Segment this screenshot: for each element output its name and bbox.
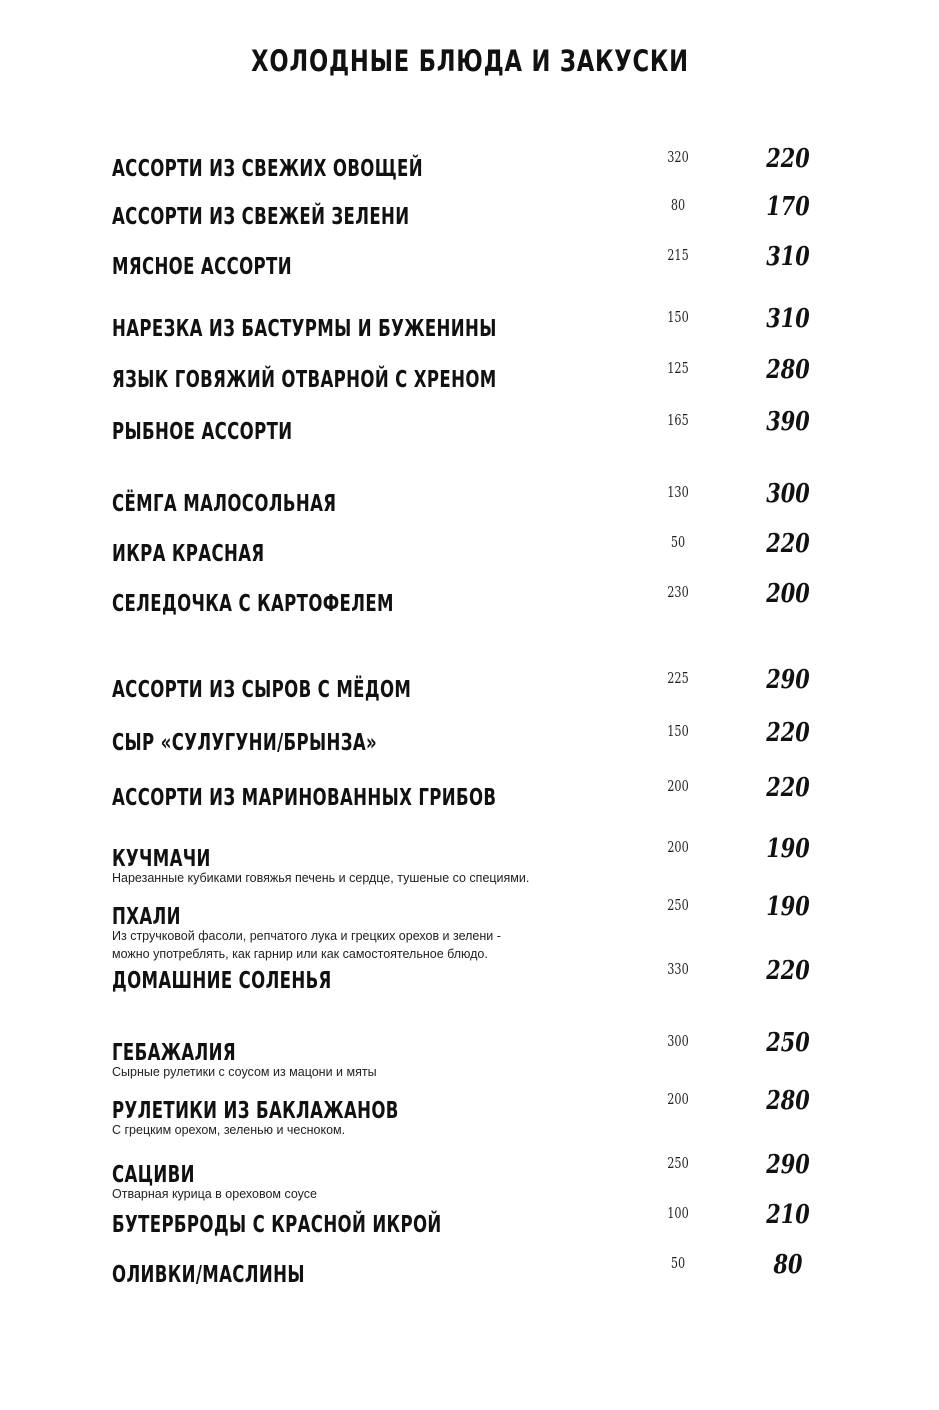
item-name: САЦИВИ [112, 1162, 195, 1188]
item-price: 290 [766, 665, 810, 695]
item-price: 280 [766, 355, 810, 385]
menu-item [0, 1250, 940, 1322]
item-description: Отварная курица в ореховом соусе [112, 1187, 317, 1201]
item-price: 310 [766, 242, 810, 272]
item-price: 300 [766, 479, 810, 509]
item-name: ГЕБАЖАЛИЯ [112, 1040, 236, 1066]
item-name: ИКРА КРАСНАЯ [112, 541, 265, 567]
item-name: ПХАЛИ [112, 904, 181, 930]
item-price: 190 [766, 834, 810, 864]
item-name: ОЛИВКИ/МАСЛИНЫ [112, 1262, 305, 1288]
menu-item [0, 1086, 940, 1158]
item-weight: 125 [667, 359, 689, 377]
item-weight: 50 [670, 533, 686, 551]
item-name: ЯЗЫК ГОВЯЖИЙ ОТВАРНОЙ С ХРЕНОМ [112, 367, 497, 393]
item-weight: 230 [667, 583, 689, 601]
item-weight: 250 [667, 1154, 689, 1172]
menu-item [0, 407, 940, 479]
item-weight: 150 [667, 722, 689, 740]
item-name: БУТЕРБРОДЫ С КРАСНОЙ ИКРОЙ [112, 1212, 442, 1238]
item-weight: 215 [667, 246, 689, 264]
item-price: 220 [766, 144, 810, 174]
item-name: МЯСНОЕ АССОРТИ [112, 254, 292, 280]
item-name: ДОМАШНИЕ СОЛЕНЬЯ [112, 968, 332, 994]
item-weight: 130 [667, 483, 689, 501]
page-title: ХОЛОДНЫЕ БЛЮДА И ЗАКУСКИ [251, 44, 689, 78]
item-price: 310 [766, 304, 810, 334]
item-price: 250 [766, 1028, 810, 1058]
item-price: 80 [773, 1250, 803, 1280]
menu-item [0, 956, 940, 1028]
item-weight: 200 [667, 838, 689, 856]
item-name: АССОРТИ ИЗ МАРИНОВАННЫХ ГРИБОВ [112, 785, 497, 811]
item-weight: 80 [670, 196, 686, 214]
item-name: КУЧМАЧИ [112, 846, 211, 872]
item-price: 390 [766, 407, 810, 437]
item-description: Сырные рулетики с соусом из мацони и мяты [112, 1065, 377, 1079]
item-description: Из стручковой фасоли, репчатого лука и грецких орехов и зелени - можно употреблять, как гарнир или как самостоятельное блюдо. [112, 929, 501, 961]
item-weight: 100 [667, 1204, 689, 1222]
item-weight: 300 [667, 1032, 689, 1050]
item-weight: 250 [667, 896, 689, 914]
item-name: АССОРТИ ИЗ СВЕЖЕЙ ЗЕЛЕНИ [112, 204, 410, 230]
item-weight: 200 [667, 777, 689, 795]
item-price: 220 [766, 529, 810, 559]
item-price: 220 [766, 956, 810, 986]
item-weight: 165 [667, 411, 689, 429]
item-weight: 330 [667, 960, 689, 978]
item-price: 220 [766, 773, 810, 803]
item-weight: 320 [667, 148, 689, 166]
item-price: 170 [766, 192, 810, 222]
item-name: СЕЛЕДОЧКА С КАРТОФЕЛЕМ [112, 591, 394, 617]
item-name: СЫР «СУЛУГУНИ/БРЫНЗА» [112, 730, 378, 756]
item-weight: 200 [667, 1090, 689, 1108]
item-description: Нарезанные кубиками говяжья печень и сердце, тушеные со специями. [112, 871, 530, 885]
item-weight: 50 [670, 1254, 686, 1272]
item-name: НАРЕЗКА ИЗ БАСТУРМЫ И БУЖЕНИНЫ [112, 316, 497, 342]
item-price: 190 [766, 892, 810, 922]
item-name: РЫБНОЕ АССОРТИ [112, 419, 293, 445]
item-name: АССОРТИ ИЗ СЫРОВ С МЁДОМ [112, 677, 412, 703]
menu-item [0, 892, 940, 964]
item-price: 280 [766, 1086, 810, 1116]
item-weight: 225 [667, 669, 689, 687]
item-price: 220 [766, 718, 810, 748]
item-price: 290 [766, 1150, 810, 1180]
item-price: 210 [766, 1200, 810, 1230]
item-description: С грецким орехом, зеленью и чесноком. [112, 1123, 346, 1137]
item-name: РУЛЕТИКИ ИЗ БАКЛАЖАНОВ [112, 1098, 399, 1124]
item-weight: 150 [667, 308, 689, 326]
item-price: 200 [766, 579, 810, 609]
item-name: АССОРТИ ИЗ СВЕЖИХ ОВОЩЕЙ [112, 156, 423, 182]
item-name: СЁМГА МАЛОСОЛЬНАЯ [112, 491, 337, 517]
menu-item [0, 579, 940, 651]
